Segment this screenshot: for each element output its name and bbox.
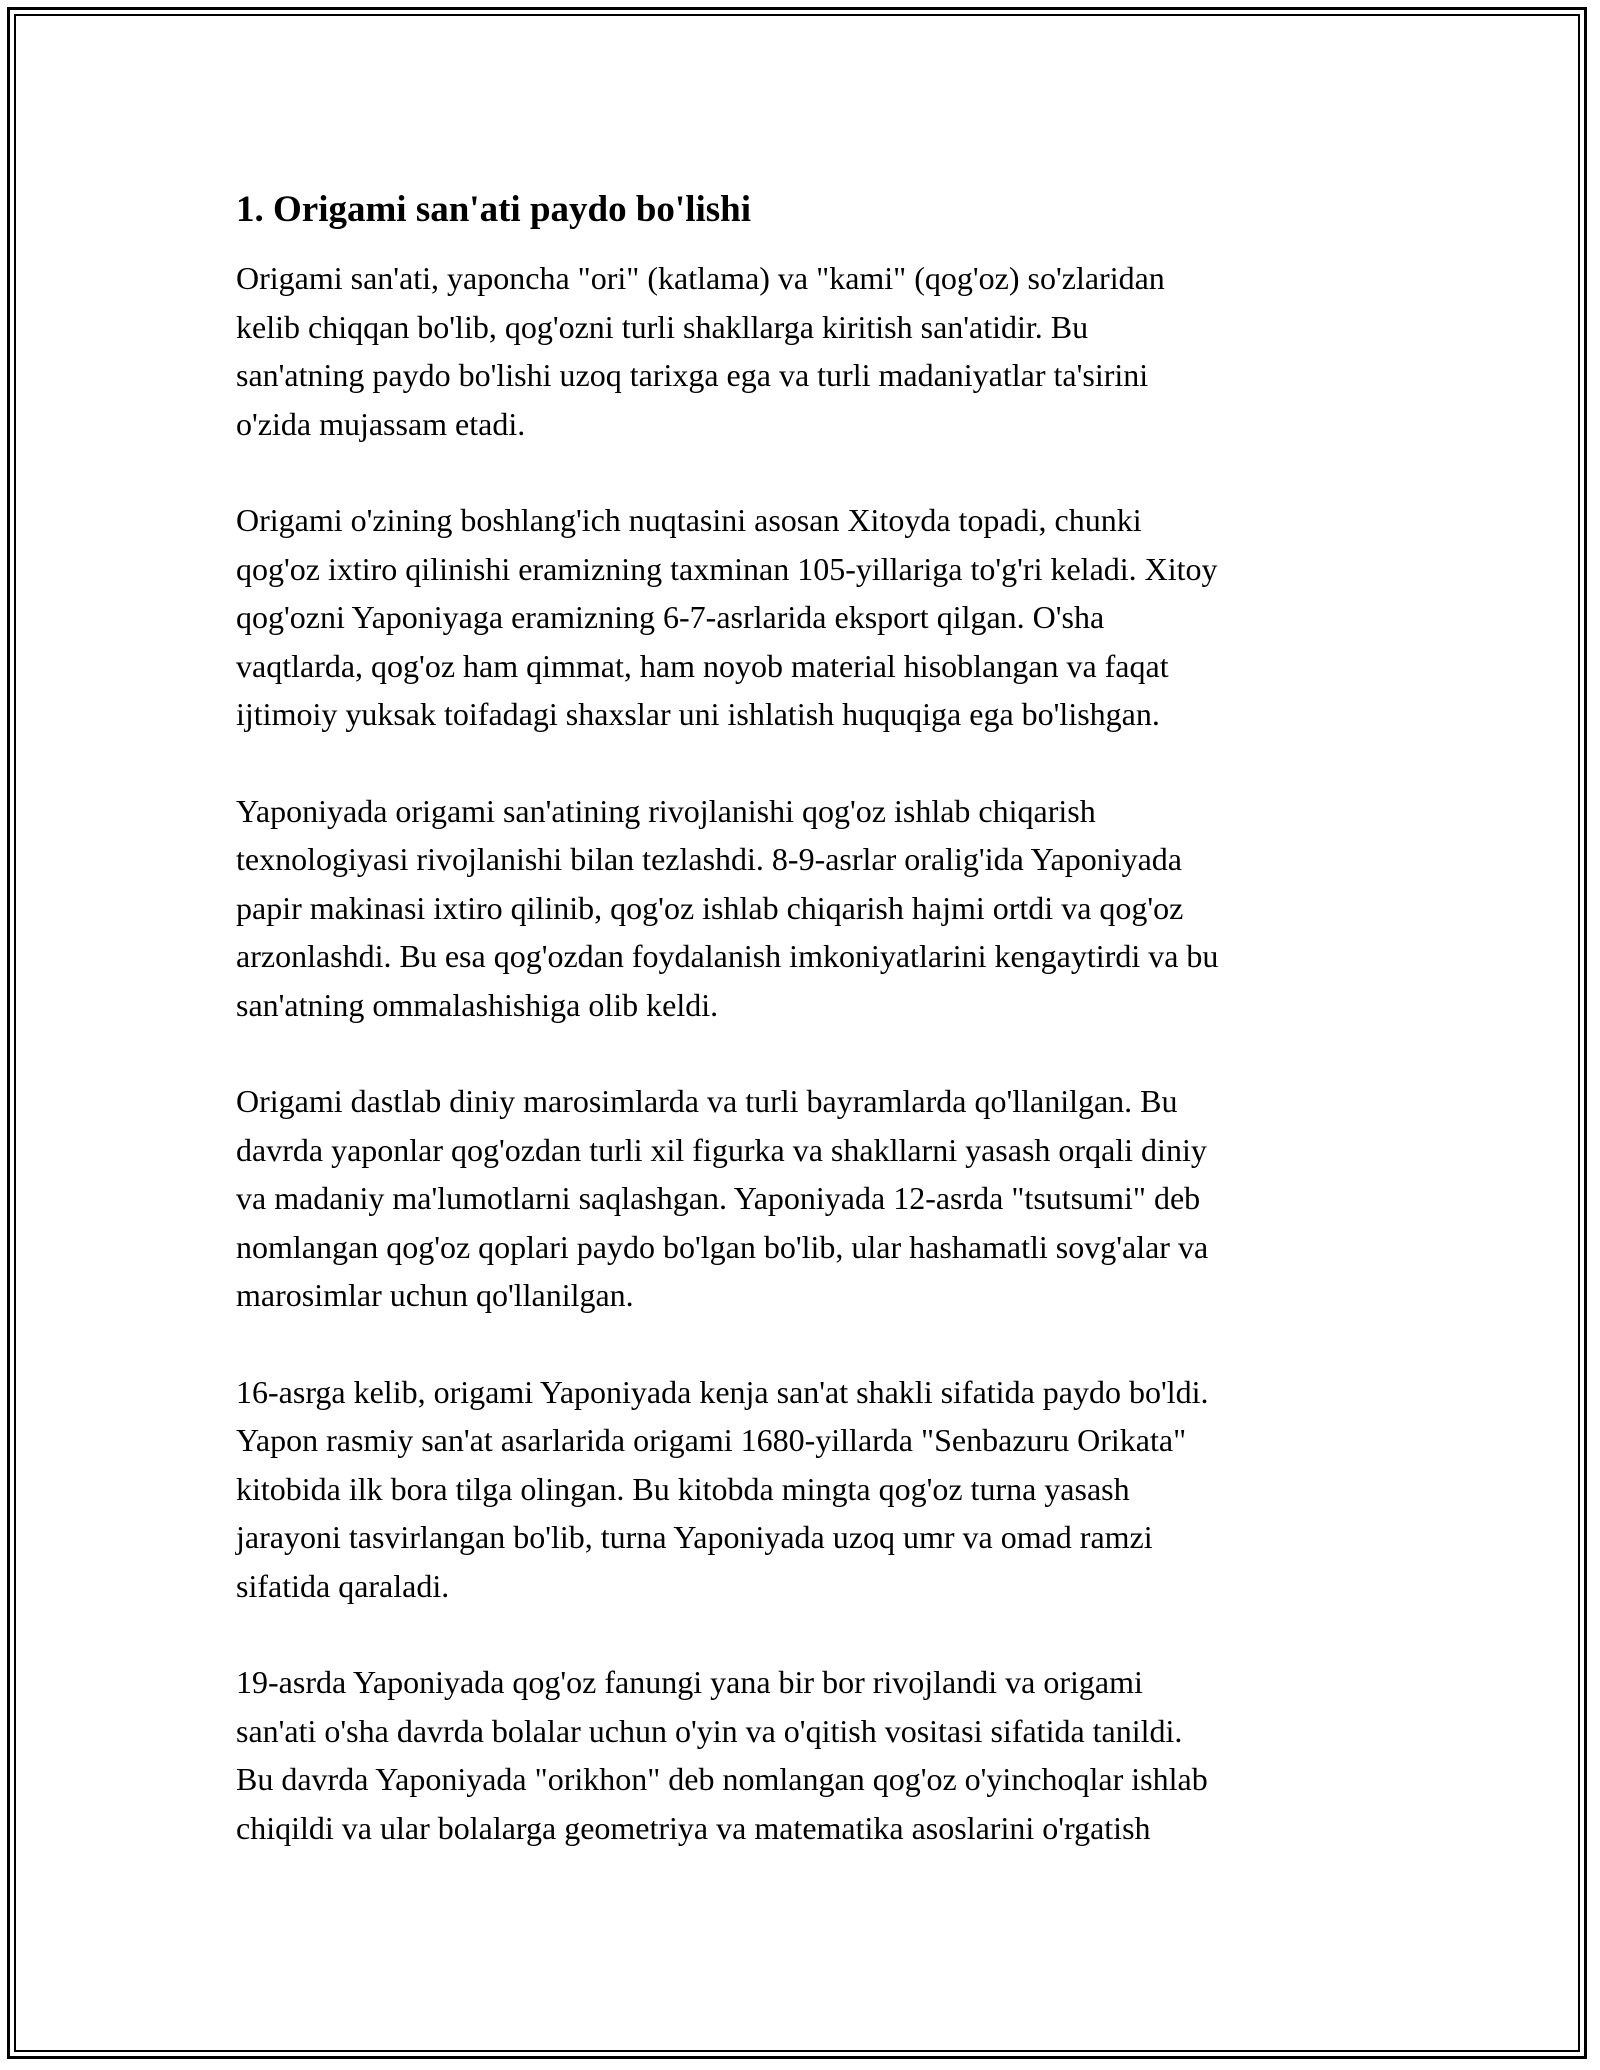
- paragraph-line: san'atning ommalashishiga olib keldi.: [236, 986, 719, 1023]
- paragraph-line: nomlangan qog'oz qoplari paydo bo'lgan bo'lib, ular hashamatli sovg'alar va: [236, 1228, 1209, 1265]
- paragraph-6: [236, 1658, 1376, 1852]
- paragraph-line: kitobida ilk bora tilga olingan. Bu kitobda mingta qog'oz turna yasash: [236, 1470, 1130, 1507]
- paragraph-5: [236, 1368, 1376, 1611]
- paragraph-line: va madaniy ma'lumotlarni saqlashgan. Yaponiyada 12-asrda "tsutsumi" deb: [236, 1180, 1201, 1216]
- paragraph-line: Yapon rasmiy san'at asarlarida origami 1680-yillarda "Senbazuru Orikata": [236, 1422, 1187, 1458]
- paragraph-line: san'ati o'sha davrda bolalar uchun o'yin va o'qitish vositasi sifatida tanildi.: [236, 1712, 1183, 1749]
- paragraph-line: arzonlashdi. Bu esa qog'ozdan foydalanish imkoniyatlarini kengaytirdi va bu: [236, 938, 1219, 974]
- paragraph-line: qog'ozni Yaponiyaga eramizning 6-7-asrlarida eksport qilgan. O'sha: [236, 599, 1105, 635]
- paragraph-line: ijtimoiy yuksak toifadagi shaxslar uni ishlatish huquqiga ega bo'lishgan.: [236, 696, 1160, 732]
- paragraph-line: Bu davrda Yaponiyada "orikhon" deb nomlangan qog'oz o'yinchoqlar ishlab: [236, 1761, 1208, 1797]
- paragraph-1: [236, 254, 1376, 448]
- paragraph-line: davrda yaponlar qog'ozdan turli xil figurka va shakllarni yasash orqali diniy: [236, 1131, 1207, 1168]
- paragraph-line: qog'oz ixtiro qilinishi eramizning taxminan 105-yillariga to'g'ri keladi. Xitoy: [236, 550, 1218, 587]
- paragraph-line: o'zida mujassam etadi.: [236, 405, 526, 442]
- paragraph-line: Origami san'ati, yaponcha "ori" (katlama) va "kami" (qog'oz) so'zlaridan: [236, 260, 1165, 296]
- paragraph-4: [236, 1077, 1376, 1320]
- paragraph-line: 16-asrga kelib, origami Yaponiyada kenja san'at shakli sifatida paydo bo'ldi.: [236, 1373, 1209, 1410]
- paragraph-line: Origami dastlab diniy marosimlarda va turli bayramlarda qo'llanilgan. Bu: [236, 1083, 1178, 1119]
- paragraph-line: texnologiyasi rivojlanishi bilan tezlashdi. 8-9-asrlar oralig'ida Yaponiyada: [236, 841, 1182, 877]
- document-body: [236, 186, 1376, 1900]
- paragraph-line: marosimlar uchun qo'llanilgan.: [236, 1277, 634, 1313]
- paragraph-line: 19-asrda Yaponiyada qog'oz fanungi yana bir bor rivojlandi va origami: [236, 1664, 1143, 1700]
- paragraph-line: Origami o'zining boshlang'ich nuqtasini asosan Xitoyda topadi, chunki: [236, 502, 1142, 538]
- paragraph-line: Yaponiyada origami san'atining rivojlanishi qog'oz ishlab chiqarish: [236, 792, 1096, 829]
- paragraph-line: sifatida qaraladi.: [236, 1567, 450, 1604]
- paragraph-line: vaqtlarda, qog'oz ham qimmat, ham noyob material hisoblangan va faqat: [236, 647, 1169, 684]
- section-heading: 1. Origami san'ati paydo bo'lishi: [236, 189, 752, 230]
- paragraph-line: chiqildi va ular bolalarga geometriya va matematika asoslarini o'rgatish: [236, 1809, 1151, 1846]
- paragraph-2: [236, 496, 1376, 739]
- paragraph-3: [236, 787, 1376, 1030]
- paragraph-line: papir makinasi ixtiro qilinib, qog'oz ishlab chiqarish hajmi ortdi va qog'oz: [236, 889, 1184, 926]
- paragraph-line: kelib chiqqan bo'lib, qog'ozni turli shakllarga kiritish san'atidir. Bu: [236, 308, 1089, 345]
- paragraph-line: jarayoni tasvirlangan bo'lib, turna Yaponiyada uzoq umr va omad ramzi: [236, 1519, 1153, 1555]
- paragraph-line: san'atning paydo bo'lishi uzoq tarixga ega va turli madaniyatlar ta'sirini: [236, 357, 1149, 393]
